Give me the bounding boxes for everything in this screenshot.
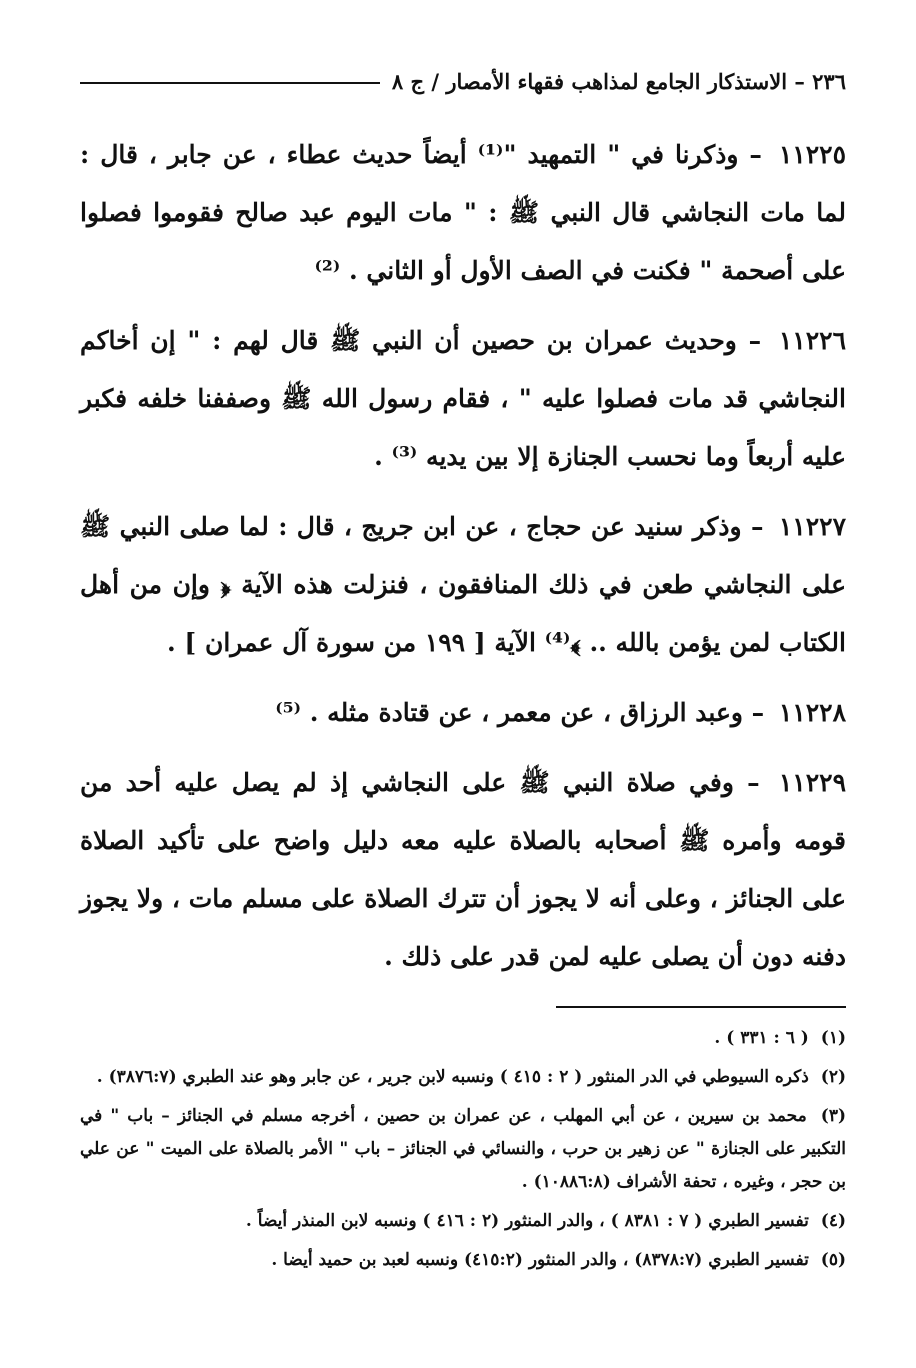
footnote-2: [80, 1061, 846, 1094]
footnote-4: [80, 1205, 846, 1238]
header-title: ٢٣٦ – الاستذكار الجامع لمذاهب فقهاء الأمصار / ج ٨: [391, 68, 846, 94]
footnote-text: تفسير الطبري (٨٣٧٨:٧) ، والدر المنثور (٤١٥:٢) ونسبه لعبد بن حميد أيضا .: [271, 1250, 809, 1270]
paragraph-number: ١١٢٢٧: [778, 512, 846, 541]
paragraph-text: – وعبد الرزاق ، عن معمر ، عن قتادة مثله . ⁽⁵⁾: [275, 698, 765, 727]
footnote-mark: (٣): [820, 1106, 846, 1126]
footnote-1: [80, 1022, 846, 1055]
paragraph-number: ١١٢٢٥: [778, 140, 846, 169]
paragraph-text: – وذكرنا في " التمهيد "⁽¹⁾ أيضاً حديث عطاء ، عن جابر ، قال : لما مات النجاشي قال النبي ﷺ : " مات اليوم عبد صالح فقوموا فصلوا على أصحمة " فكنت في الصف الأول أو الثاني . ⁽²⁾: [80, 140, 846, 285]
footnote-text: محمد بن سيرين ، عن أبي المهلب ، عن عمران بن حصين ، أخرجه مسلم في الجنائز – باب " في التكبير على الجنازة " عن زهير بن حرب ، والنسائي في الجنائز – باب " الأمر بالصلاة على الميت " عن علي بن حجر ، وغيره ، تحفة الأشراف (١٠٨٨٦:٨) .: [80, 1106, 846, 1192]
paragraph-11229: [80, 754, 846, 986]
footnote-mark: (٢): [820, 1067, 846, 1087]
paragraph-11226: [80, 312, 846, 486]
paragraph-11228: [80, 684, 846, 742]
footnote-mark: (١): [820, 1028, 846, 1048]
paragraph-text: – وحديث عمران بن حصين أن النبي ﷺ قال لهم : " إن أخاكم النجاشي قد مات فصلوا عليه " ، فقام رسول الله ﷺ وصففنا خلفه فكبر عليه أربعاً وما نحسب الجنازة إلا بين يديه ⁽³⁾ .: [80, 326, 846, 471]
footnote-mark: (٤): [820, 1211, 846, 1231]
footnote-text: ( ٦ : ٣٣١ ) .: [714, 1028, 809, 1048]
paragraph-number: ١١٢٢٦: [778, 326, 846, 355]
footnotes: [80, 1022, 846, 1277]
running-header: [80, 60, 846, 102]
paragraph-text: – وفي صلاة النبي ﷺ على النجاشي إذ لم يصل عليه أحد من قومه وأمره ﷺ أصحابه بالصلاة عليه معه دليل واضح على تأكيد الصلاة على الجنائز ، وعلى أنه لا يجوز أن تترك الصلاة على مسلم مات ، ولا يجوز دفنه دون أن يصلى عليه لمن قدر على ذلك .: [80, 768, 846, 971]
footnote-text: ذكره السيوطي في الدر المنثور ( ٢ : ٤١٥ ) ونسبه لابن جرير ، عن جابر وهو عند الطبري (٣٨٧٦:٧) .: [96, 1067, 809, 1087]
footnote-separator: [556, 1006, 846, 1008]
footnote-mark: (٥): [820, 1250, 846, 1270]
main-text: [80, 126, 846, 986]
paragraph-number: ١١٢٢٩: [778, 768, 846, 797]
footnote-3: [80, 1100, 846, 1199]
footnote-5: [80, 1244, 846, 1277]
paragraph-text: – وذكر سنيد عن حجاج ، عن ابن جريج ، قال : لما صلى النبي ﷺ على النجاشي طعن في ذلك المنافقون ، فنزلت هذه الآية ﴿ وإن من أهل الكتاب لمن يؤمن بالله .. ﴾⁽⁴⁾ الآية [ ١٩٩ من سورة آل عمران ] .: [80, 512, 846, 657]
paragraph-number: ١١٢٢٨: [778, 698, 846, 727]
header-rule: [80, 82, 380, 84]
paragraph-11227: [80, 498, 846, 672]
paragraph-11225: [80, 126, 846, 300]
footnote-text: تفسير الطبري ( ٧ : ٨٣٨١ ) ، والدر المنثور (٢ : ٤١٦ ) ونسبه لابن المنذر أيضاً .: [245, 1211, 809, 1231]
